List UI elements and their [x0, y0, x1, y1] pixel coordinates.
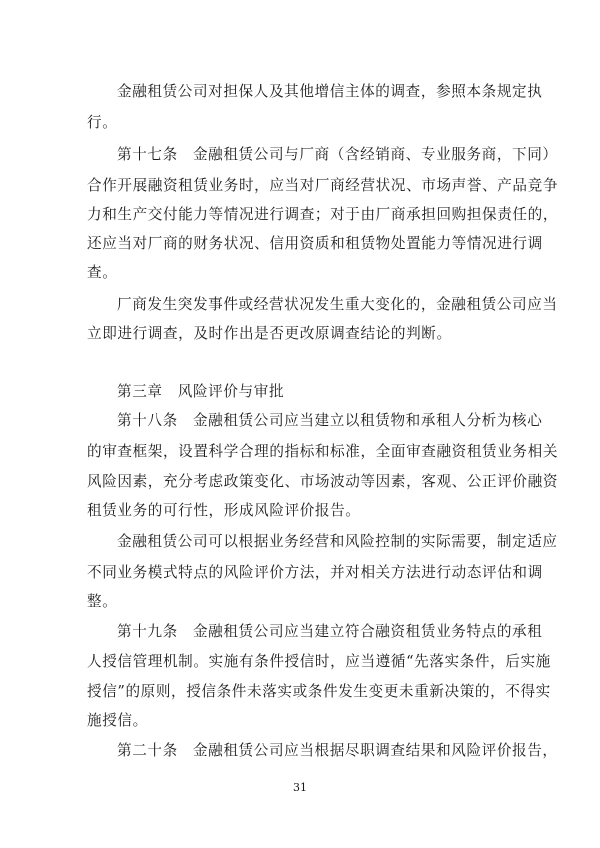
- paragraph-line: 还应当对厂商的财务状况、信用资质和租赁物处置能力等情况进行调: [87, 235, 543, 252]
- paragraph-line: 施授信。: [87, 712, 148, 729]
- paragraph-line: 厂商发生突发事件或经营状况发生重大变化的，金融租赁公司应当: [117, 296, 558, 313]
- paragraph-line: 授信”的原则，授信条件未落实或条件发生变更未重新决策的，不得实: [87, 683, 551, 700]
- article-18-line: 第十八条 金融租赁公司应当建立以租赁物和承租人分析为核心: [117, 412, 543, 429]
- paragraph-line: 的审查框架，设置科学合理的指标和标准，全面审查融资租赁业务相关: [87, 443, 559, 460]
- paragraph-line: 行。: [87, 114, 118, 131]
- article-20-line: 第二十条 金融租赁公司应当根据尽职调查结果和风险评价报告，: [117, 742, 558, 759]
- paragraph-line: 风险因素，充分考虑政策变化、市场波动等因素，客观、公正评价融资: [87, 473, 559, 490]
- paragraph-line: 查。: [87, 264, 118, 281]
- article-19-line: 第十九条 金融租赁公司应当建立符合融资租赁业务特点的承租: [117, 623, 543, 640]
- paragraph-line: 整。: [87, 593, 118, 610]
- article-17-line: 第十七条 金融租赁公司与厂商（含经销商、专业服务商，下同）: [117, 146, 558, 163]
- paragraph-line: 合作开展融资租赁业务时，应当对厂商经营状况、市场声誉、产品竞争: [87, 177, 559, 194]
- paragraph-line: 力和生产交付能力等情况进行调查；对于由厂商承担回购担保责任的，: [87, 206, 559, 223]
- paragraph-line: 金融租赁公司对担保人及其他增信主体的调查，参照本条规定执: [117, 83, 543, 100]
- paragraph-line: 立即进行调查，及时作出是否更改原调查结论的判断。: [87, 325, 452, 342]
- paragraph-line: 不同业务模式特点的风险评价方法，并对相关方法进行动态评估和调: [87, 564, 543, 581]
- paragraph-line: 租赁业务的可行性，形成风险评价报告。: [87, 502, 361, 519]
- chapter-heading: 第三章 风险评价与审批: [117, 383, 285, 400]
- paragraph-line: 人授信管理机制。实施有条件授信时，应当遵循“先落实条件，后实施: [87, 653, 551, 670]
- page-number: 31: [293, 781, 307, 794]
- paragraph-line: 金融租赁公司可以根据业务经营和风险控制的实际需要，制定适应: [117, 533, 558, 550]
